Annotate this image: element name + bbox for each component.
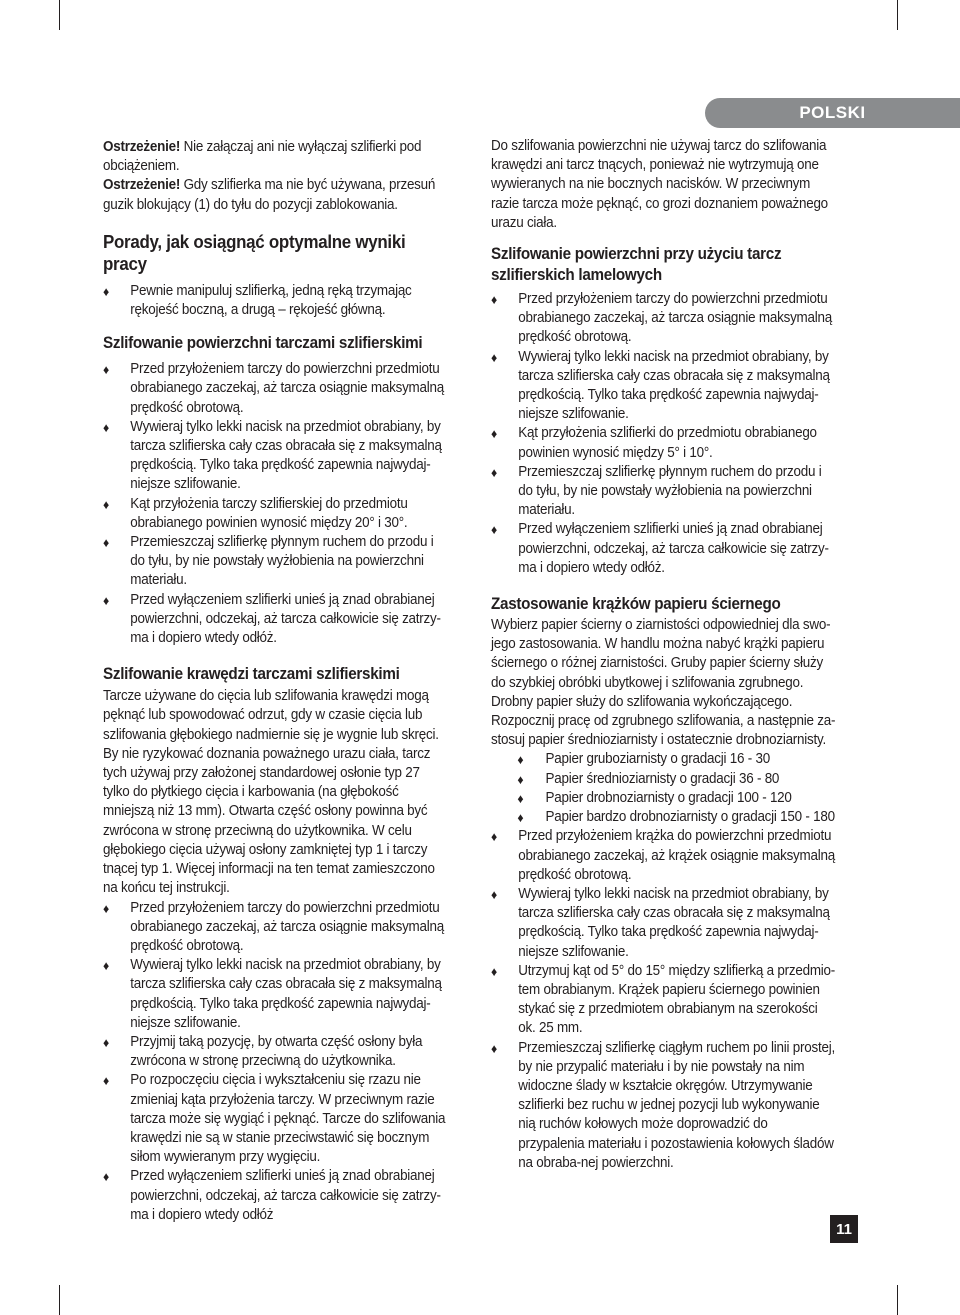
- list-item: ♦ Wywieraj tylko lekki nacisk na przedmiot obrabiany, by tarcza szlifierska cały czas obracała się z maksymalną prędkością. Tylko taka prędkość zapewnia najwydaj-niejsze szlifowanie.: [103, 418, 449, 495]
- list-item: ♦ Papier drobnoziarnisty o gradacji 100 - 120: [491, 789, 837, 808]
- warning-paragraph-1: [103, 138, 449, 176]
- section-heading-paper: Zastosowanie krążków papieru ściernego: [491, 595, 781, 614]
- intro-paragraph: Do szlifowania powierzchni nie używaj tarcz do szlifowania krawędzi ani tarcz tnących, ponieważ nie wytrzymują one wywieranych na nie bocznych nacisków. W przeciwnym razie tarcza może pęknąć, co grozi doznaniem poważnego urazu ciała.: [491, 138, 828, 231]
- section-heading-edge: Szlifowanie krawędzi tarczami szlifierskimi: [103, 665, 400, 684]
- warning-text: Gdy szlifierka ma nie być używana, przesuń guzik blokujący (1) do tyłu do pozycji zablokowania.: [103, 177, 436, 213]
- tips-list: [103, 282, 449, 320]
- spacer: [103, 320, 449, 333]
- list-item: ♦ Przed przyłożeniem tarczy do powierzchni przedmiotu obrabianego zaczekaj, aż tarcza osiągnie maksymalną prędkość obrotową.: [103, 899, 449, 957]
- spacer: [103, 648, 449, 664]
- list-item: ♦ Przed przyłożeniem tarczy do powierzchni przedmiotu obrabianego zaczekaj, aż tarcza osiągnie maksymalną prędkość obrotową.: [491, 290, 837, 348]
- warning-text: Nie załączaj ani nie wyłączaj szlifierki pod obciążeniem.: [103, 139, 422, 175]
- edge-list: [103, 899, 449, 1225]
- paper-paragraph: Wybierz papier ścierny o ziarnistości odpowiedniej dla swo-jego zastosowania. W handlu można nabyć krążki papieru ściernego o różnej ziarnistości. Gruby papier ścierny służy do szybkiej obróbki ubytkowej i szlifowania zgrubnego. Drobny papier służy do szlifowania wykończającego. Rozpocznij pracę od zgrubnego szlifowania, a następnie za-stosuj papier średnioziarnisty i ostatecznie drobnoziarnisty.: [491, 617, 836, 749]
- list-item: ♦ Przemieszczaj szlifierkę ciągłym ruchem po linii prostej, by nie przypalić materiału i by nie powstały na nim widoczne ślady w kształcie okręgów. Utrzymywanie szlifierki bez ruchu w jednej pozycji lub wykonywanie nią ruchów kołowych może doprowadzić do przypalenia materiału i pozostawienia kołowych śladów na obraba-nej powierzchni.: [491, 1039, 837, 1173]
- section-heading-flap: Szlifowanie powierzchni przy użyciu tarcz szlifierskich lamelowych: [491, 245, 782, 285]
- list-item: ♦ Przed wyłączeniem szlifierki unieś ją znad obrabianej powierzchni, odczekaj, aż tarcza całkowicie się zatrzy-ma i dopiero wtedy odłóż: [103, 1167, 449, 1225]
- list-item: ♦ Kąt przyłożenia tarczy szlifierskiej do przedmiotu obrabianego powinien wynosić między 20° i 30°.: [103, 495, 449, 533]
- list-item: ♦ Kąt przyłożenia szlifierki do przedmiotu obrabianego powinien wynosić między 5° i 10°.: [491, 424, 837, 462]
- list-item: ♦ Papier bardzo drobnoziarnisty o gradacji 150 - 180: [491, 808, 837, 827]
- page-number: 11: [830, 1215, 858, 1243]
- section-heading-tips: Porady, jak osiągnąć optymalne wyniki pracy: [103, 231, 406, 274]
- list-item: ♦ Przed przyłożeniem krążka do powierzchni przedmiotu obrabianego zaczekaj, aż krążek osiągnie maksymalną prędkość obrotową.: [491, 827, 837, 885]
- list-item: ♦ Papier gruboziarnisty o gradacji 16 - 30: [491, 750, 837, 769]
- section-heading-surface: Szlifowanie powierzchni tarczami szlifierskimi: [103, 334, 423, 353]
- list-item: ♦ Po rozpoczęciu cięcia i wykształceniu się rzazu nie zmieniaj kąta przyłożenia tarczy. W przeciwnym razie tarcza może się wygiąć i pęknąć. Tarcze do szlifowania krawędzi nie są w stanie przeciwstawić się bocznym siłom wywieranym przy wygięciu.: [103, 1071, 449, 1167]
- surface-list: [103, 360, 449, 648]
- edge-paragraph: Tarcze używane do cięcia lub szlifowania krawędzi mogą pęknąć lub spowodować odrzut, gdy w czasie cięcia lub szlifowania głębokiego nadmiernie się je wygnie lub skręci. By nie ryzykować doznania poważnego urazu ciała, tarcz tych używaj przy założonej standardowej osłonie typ 27 tylko do płytkiego cięcia i karbowania (na głębokość mniejszą niż 13 mm). Otwarta część osłony powinna być zwrócona w stronę przeciwną do użytkownika. W celu głębokiego cięcia używaj osłony zamkniętej typ 1 i tarczy tnącej typ 1. Więcej informacji na ten temat zamieszczono na końcu tej instrukcji.: [103, 688, 439, 897]
- spacer: [491, 578, 837, 594]
- list-item: ♦ Przed wyłączeniem szlifierki unieś ją znad obrabianej powierzchni, odczekaj, aż tarcza całkowicie się zatrzy-ma i dopiero wtedy odłóż.: [103, 591, 449, 649]
- crop-mark-bottom-left: [59, 1285, 60, 1315]
- list-item: ♦ Wywieraj tylko lekki nacisk na przedmiot obrabiany, by tarcza szlifierska cały czas obracała się z maksymalną prędkością. Tylko taka prędkość zapewnia najwydaj-niejsze szlifowanie.: [103, 956, 449, 1033]
- list-item: ♦ Przyjmij taką pozycję, by otwarta część osłony była zwrócona w stronę przeciwną do użytkownika.: [103, 1033, 449, 1071]
- list-item: ♦ Utrzymuj kąt od 5° do 15° między szlifierką a przedmio-tem obrabianym. Krążek papieru ściernego powinien stykać się z przedmiotem obrabianym na szerokości ok. 25 mm.: [491, 962, 837, 1039]
- flap-list: [491, 290, 837, 578]
- list-item: ♦ Wywieraj tylko lekki nacisk na przedmiot obrabiany, by tarcza szlifierska cały czas obracała się z maksymalną prędkością. Tylko taka prędkość zapewnia najwydaj-niejsze szlifowanie.: [491, 885, 837, 962]
- list-item: ♦ Przed wyłączeniem szlifierki unieś ją znad obrabianej powierzchni, odczekaj, aż tarcza całkowicie się zatrzy-ma i dopiero wtedy odłóż.: [491, 520, 837, 578]
- paper-list: [491, 827, 837, 1173]
- warning-label: Ostrzeżenie!: [103, 139, 181, 155]
- warning-label: Ostrzeżenie!: [103, 177, 181, 194]
- list-item: ♦ Przed przyłożeniem tarczy do powierzchni przedmiotu obrabianego zaczekaj, aż tarcza osiągnie maksymalną prędkość obrotową.: [103, 360, 449, 418]
- list-item: ♦ Wywieraj tylko lekki nacisk na przedmiot obrabiany, by tarcza szlifierska cały czas obracała się z maksymalną prędkością. Tylko taka prędkość zapewnia najwydaj-niejsze szlifowanie.: [491, 348, 837, 425]
- spacer: [103, 215, 449, 231]
- right-column: [491, 137, 837, 1173]
- crop-mark-top-left: [59, 0, 60, 30]
- left-column: [103, 138, 449, 1225]
- grit-list: [491, 750, 837, 827]
- list-item: ♦ Papier średnioziarnisty o gradacji 36 - 80: [491, 770, 837, 789]
- warning-paragraph-2: [103, 176, 449, 214]
- list-item: ♦ Przemieszczaj szlifierkę płynnym ruchem do przodu i do tyłu, by nie powstały wyżłobienia na powierzchni materiału.: [491, 463, 837, 521]
- list-item: ♦ Pewnie manipuluj szlifierką, jedną ręką trzymając rękojeść boczną, a drugą – rękojeść główną.: [103, 282, 449, 320]
- language-tab: POLSKI: [705, 98, 960, 128]
- crop-mark-top-right: [897, 0, 898, 30]
- spacer: [491, 233, 837, 244]
- list-item: ♦ Przemieszczaj szlifierkę płynnym ruchem do przodu i do tyłu, by nie powstały wyżłobienia na powierzchni materiału.: [103, 533, 449, 591]
- crop-mark-bottom-right: [897, 1285, 898, 1315]
